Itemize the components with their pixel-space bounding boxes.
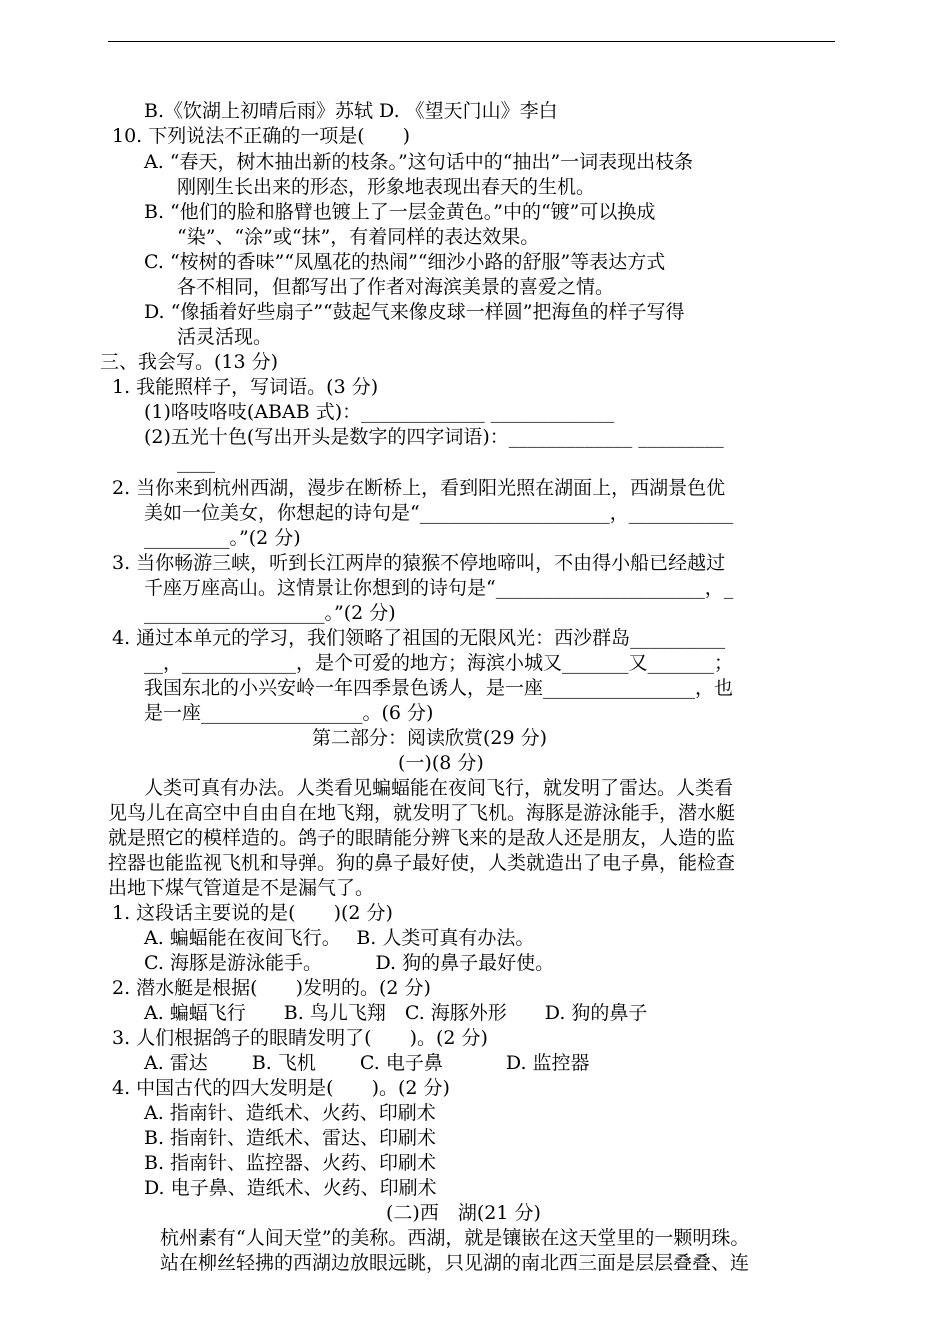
section-heading: 三、我会写。(13 分) bbox=[100, 351, 279, 373]
passage-line: 控器也能监视飞机和导弹。狗的鼻子最好使，人类就造出了电子鼻，能检查 bbox=[108, 852, 736, 874]
passage-line: 见鸟儿在高空中自由自在地飞翔，就发明了飞机。海豚是游泳能手，潜水艇 bbox=[108, 802, 736, 824]
sub-question: (1)咯吱咯吱(ABAB 式)：_____________ _____________ bbox=[144, 401, 615, 423]
question-2: 2. 当你来到杭州西湖，漫步在断桥上，看到阳光照在湖面上，西湖景色优 bbox=[112, 477, 726, 499]
question-3-cont: 千座万座高山。这情景让你想到的诗句是“______________________，_ bbox=[144, 577, 734, 599]
option-d-cont: 活灵活现。 bbox=[177, 326, 273, 348]
question-4-cont: 我国东北的小兴安岭一年四季景色诱人，是一座________________，也 bbox=[144, 677, 734, 699]
passage-line: 人类可真有办法。人类看见蝙蝠能在夜间飞行，就发明了雷达。人类看 bbox=[144, 777, 734, 799]
reading-q1-options: C. 海豚是游泳能手。 D. 狗的鼻子最好使。 bbox=[144, 952, 555, 974]
option-line: B.《饮湖上初晴后雨》苏轼 D. 《望天门山》李白 bbox=[144, 100, 558, 122]
blank-cont: ____ bbox=[177, 451, 215, 473]
reading-q4-option: B. 指南针、造纸术、雷达、印刷术 bbox=[144, 1127, 437, 1149]
sub-question: (2)五光十色(写出开头是数字的四字词语)：_____________ _________ bbox=[144, 426, 724, 448]
reading-q4-option: B. 指南针、监控器、火药、印刷术 bbox=[144, 1152, 437, 1174]
header-rule bbox=[108, 41, 835, 42]
reading-q3-options: A. 雷达 B. 飞机 C. 电子鼻 D. 监控器 bbox=[144, 1052, 590, 1074]
question-3: 3. 当你畅游三峡，听到长江两岸的猿猴不停地啼叫，不由得小船已经越过 bbox=[112, 552, 726, 574]
question-2-cont: 美如一位美女，你想起的诗句是“____________________，___________ bbox=[144, 502, 734, 524]
reading-q4-option: A. 指南针、造纸术、火药、印刷术 bbox=[144, 1102, 436, 1124]
question-10: 10. 下列说法不正确的一项是( ) bbox=[112, 125, 411, 147]
question-4: 4. 通过本单元的学习，我们领略了祖国的无限风光：西沙群岛__________ bbox=[112, 627, 726, 649]
option-a: A. “春天，树木抽出新的枝条。”这句话中的“抽出”一词表现出枝条 bbox=[144, 151, 694, 173]
passage-line: 就是照它的模样造的。鸽子的眼睛能分辨飞来的是敌人还是朋友，人造的监 bbox=[108, 827, 736, 849]
question-1: 1. 我能照样子，写词语。(3 分) bbox=[112, 376, 379, 398]
option-a-cont: 刚刚生长出来的形态，形象地表现出春天的生机。 bbox=[177, 176, 596, 198]
reading-q1-options: A. 蝙蝠能在夜间飞行。 B. 人类可真有办法。 bbox=[144, 927, 535, 949]
reading-q1: 1. 这段话主要说的是( )(2 分) bbox=[112, 902, 393, 924]
passage-line: 出地下煤气管道是不是漏气了。 bbox=[108, 877, 375, 899]
option-d: D. “像插着好些扇子”“鼓起气来像皮球一样圆”把海鱼的样子写得 bbox=[144, 301, 685, 323]
option-b: B. “他们的脸和胳臂也镀上了一层金黄色。”中的“镀”可以换成 bbox=[144, 201, 656, 223]
question-2-cont: _________。”(2 分) bbox=[144, 527, 301, 549]
reading-q2: 2. 潜水艇是根据( )发明的。(2 分) bbox=[112, 977, 431, 999]
reading-q3: 3. 人们根据鸽子的眼睛发明了( )。(2 分) bbox=[112, 1027, 488, 1049]
reading-q2-options: A. 蝙蝠飞行 B. 鸟儿飞翔 C. 海豚外形 D. 狗的鼻子 bbox=[144, 1002, 648, 1024]
passage-line: 杭州素有“人间天堂”的美称。西湖，就是镶嵌在这天堂里的一颗明珠。 bbox=[160, 1227, 750, 1249]
reading-q4: 4. 中国古代的四大发明是( )。(2 分) bbox=[112, 1077, 450, 1099]
question-4-cont: 是一座_________________。(6 分) bbox=[144, 702, 434, 724]
option-c: C. “桉树的香味”“凤凰花的热闹”“细沙小路的舒服”等表达方式 bbox=[144, 251, 666, 273]
question-4-cont: __，____________，是个可爱的地方；海滨小城又_______又_______； bbox=[144, 652, 734, 674]
passage-1-heading: (一)(8 分) bbox=[398, 752, 484, 774]
passage-line: 站在柳丝轻拂的西湖边放眼远眺，只见湖的南北西三面是层层叠叠、连 bbox=[160, 1252, 750, 1274]
passage-2-heading: (二)西 湖(21 分) bbox=[386, 1202, 541, 1224]
question-3-cont: ___________________。”(2 分) bbox=[144, 602, 396, 624]
option-b-cont: “染”、“涂”或“抹”，有着同样的表达效果。 bbox=[177, 226, 540, 248]
part-two-heading: 第二部分：阅读欣赏(29 分) bbox=[312, 727, 548, 749]
reading-q4-option: D. 电子鼻、造纸术、火药、印刷术 bbox=[144, 1177, 437, 1199]
option-c-cont: 各不相同，但都写出了作者对海滨美景的喜爱之情。 bbox=[177, 276, 615, 298]
